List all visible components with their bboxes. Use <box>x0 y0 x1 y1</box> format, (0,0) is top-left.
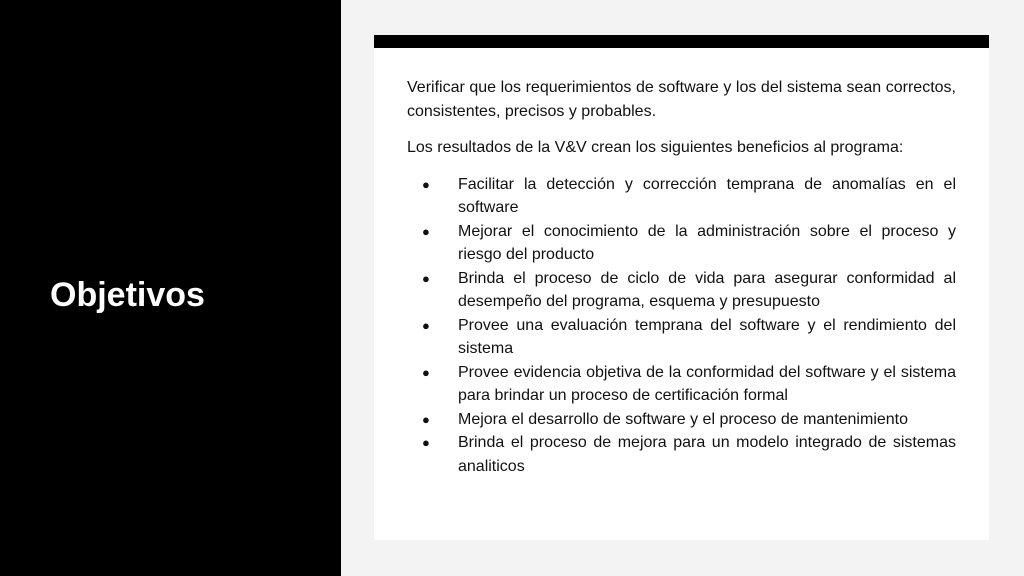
list-item-text: Brinda el proceso de mejora para un modelo integrado de sistemas analiticos <box>458 434 956 475</box>
list-item <box>407 361 956 408</box>
content-card <box>374 35 989 540</box>
card-top-bar <box>374 35 989 48</box>
slide-title: Objetivos <box>50 276 205 314</box>
bullet-icon: ● <box>422 317 430 333</box>
list-item-text: Mejora el desarrollo de software y el proceso de mantenimiento <box>458 410 909 428</box>
card-body <box>407 76 956 478</box>
list-item <box>407 314 956 361</box>
list-item-text: Mejorar el conocimiento de la administración sobre el proceso y riesgo del producto <box>458 222 956 263</box>
bullet-icon: ● <box>422 411 430 427</box>
bullet-icon: ● <box>422 223 430 239</box>
bullet-icon: ● <box>422 364 430 380</box>
list-item-text: Provee evidencia objetiva de la conformidad del software y el sistema para brindar un proceso de certificación formal <box>458 363 956 404</box>
list-item <box>407 173 956 220</box>
list-item-text: Facilitar la detección y corrección temprana de anomalías en el software <box>458 175 956 216</box>
list-item-text: Brinda el proceso de ciclo de vida para asegurar conformidad al desempeño del programa, esquema y presupuesto <box>458 269 956 310</box>
intro-paragraph: Verificar que los requerimientos de software y los del sistema sean correctos, consistentes, precisos y probables. <box>407 79 956 120</box>
left-title-panel <box>0 0 341 576</box>
benefits-intro-paragraph: Los resultados de la V&V crean los siguientes beneficios al programa: <box>407 139 904 156</box>
list-item <box>407 431 956 478</box>
benefits-list <box>407 173 956 479</box>
list-item <box>407 267 956 314</box>
list-item <box>407 408 956 432</box>
bullet-icon: ● <box>422 435 430 450</box>
bullet-icon: ● <box>422 176 430 192</box>
bullet-icon: ● <box>422 270 430 286</box>
list-item <box>407 220 956 267</box>
list-item-text: Provee una evaluación temprana del software y el rendimiento del sistema <box>458 316 956 357</box>
